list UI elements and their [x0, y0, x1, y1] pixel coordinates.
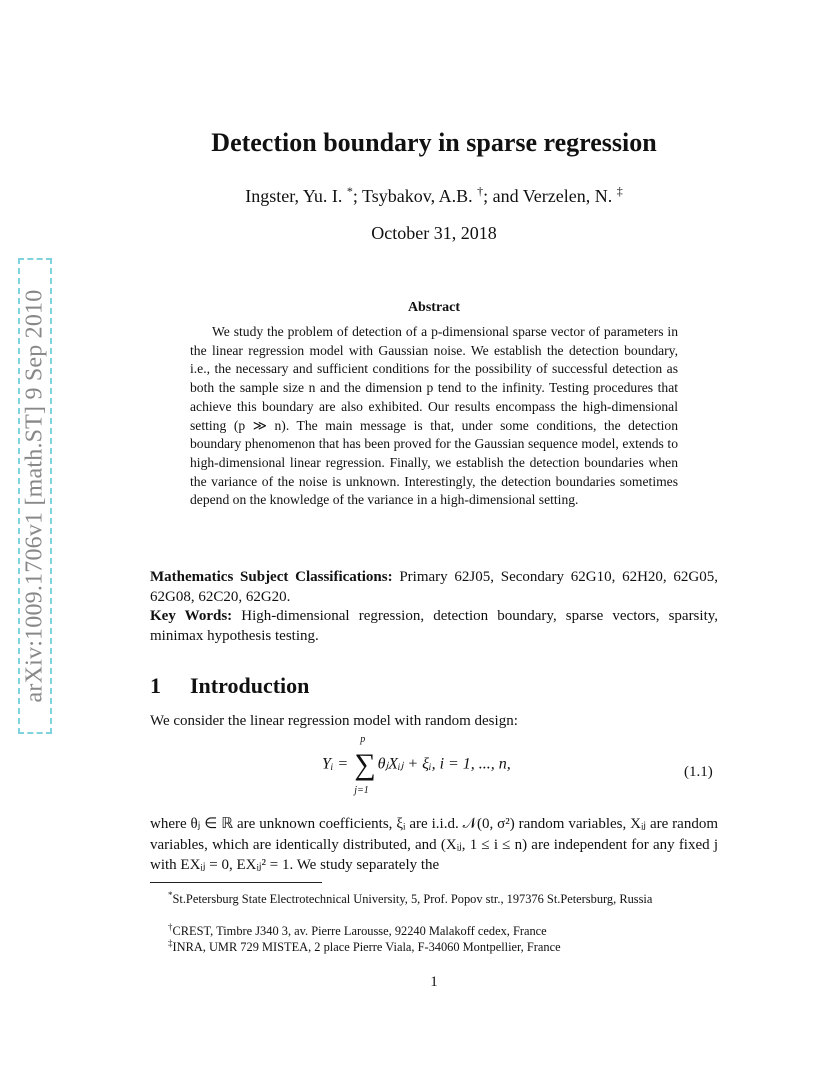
author-3: ; and Verzelen, N.	[483, 186, 617, 206]
sum-upper-limit: p	[360, 734, 366, 745]
footnote-rule	[150, 882, 322, 883]
author-2: ; Tsybakov, A.B.	[352, 186, 478, 206]
intro-paragraph-1: We consider the linear regression model with random design:	[150, 713, 518, 729]
abstract-body: We study the problem of detection of a p-dimensional sparse vector of parameters in the linear regression model with Gaussian noise. We establish the detection boundary, i.e., the necessary and sufficient conditions for the possibility of successful detection as both the sample size n and the dimension p tend to the infinity. Testing procedures that achieve this boundary are also exhibited. Our results encompass the high-dimensional setting (p ≫ n). The main message is that, under some conditions, the detection boundary phenomenon that has been proved for the Gaussian sequence model, extends to high-dimensional linear regression. Finally, we establish the detection boundaries when the variance of the noise is unknown. Interestingly, the detection boundaries sometimes depend on the knowledge of the variance in a high-dimensional setting.	[190, 324, 678, 508]
section-heading	[150, 673, 309, 699]
intro-paragraph-2: where θⱼ ∈ ℝ are unknown coefficients, ξᵢ are i.i.d. 𝒩(0, σ²) random variables, Xᵢⱼ are random variables, which are identically distributed, and (Xᵢⱼ, 1 ≤ i ≤ n) are independent for any fixed j with EXᵢⱼ = 0, EXᵢⱼ² = 1. We study separately the	[150, 816, 718, 873]
arxiv-sidebar-stamp	[18, 258, 52, 734]
classification-block	[150, 568, 718, 646]
page-number: 1	[430, 974, 438, 990]
equation-rhs: θⱼXᵢⱼ + ξᵢ, i = 1, ..., n,	[377, 755, 511, 773]
footnote-1: *St.Petersburg State Electrotechnical University, 5, Prof. Popov str., 197376 St.Petersburg, Russia	[168, 890, 653, 907]
sum-lower-limit: j=1	[354, 785, 369, 796]
footnote-3: ‡INRA, UMR 729 MISTEA, 2 place Pierre Viala, F-34060 Montpellier, France	[168, 938, 561, 955]
author-1-mark[interactable]: *	[346, 184, 353, 198]
summation-symbol: ∑ p j=1	[354, 734, 376, 796]
paper-title: Detection boundary in sparse regression	[211, 128, 657, 157]
equation-lhs: Yᵢ =	[322, 755, 353, 773]
footnote-2-mark: †	[168, 922, 173, 932]
section-number: 1	[150, 673, 161, 698]
paper-date: October 31, 2018	[371, 223, 497, 243]
author-2-mark[interactable]: †	[477, 184, 484, 198]
arxiv-id-label: arXiv:1009.1706v1 [math.ST] 9 Sep 2010	[21, 289, 48, 703]
keywords-text: High-dimensional regression, detection boundary, sparse vectors, sparsity, minimax hypothesis testing.	[150, 608, 719, 644]
author-3-mark[interactable]: ‡	[616, 184, 623, 198]
equation-number: (1.1)	[684, 764, 713, 780]
msc-text: Primary 62J05, Secondary 62G10, 62H20, 62G05, 62G08, 62C20, 62G20.	[150, 569, 718, 605]
footnote-3-mark: ‡	[168, 938, 173, 948]
footnote-1-mark: *	[168, 890, 173, 900]
msc-label: Mathematics Subject Classifications:	[150, 569, 393, 585]
equation-1-1	[322, 734, 511, 796]
abstract-heading: Abstract	[407, 300, 461, 315]
section-title: Introduction	[190, 673, 310, 698]
author-list	[0, 184, 828, 207]
footnote-2: †CREST, Timbre J340 3, av. Pierre Larousse, 92240 Malakoff cedex, France	[168, 922, 547, 939]
author-1: Ingster, Yu. I.	[245, 186, 347, 206]
keywords-label: Key Words:	[150, 608, 233, 624]
